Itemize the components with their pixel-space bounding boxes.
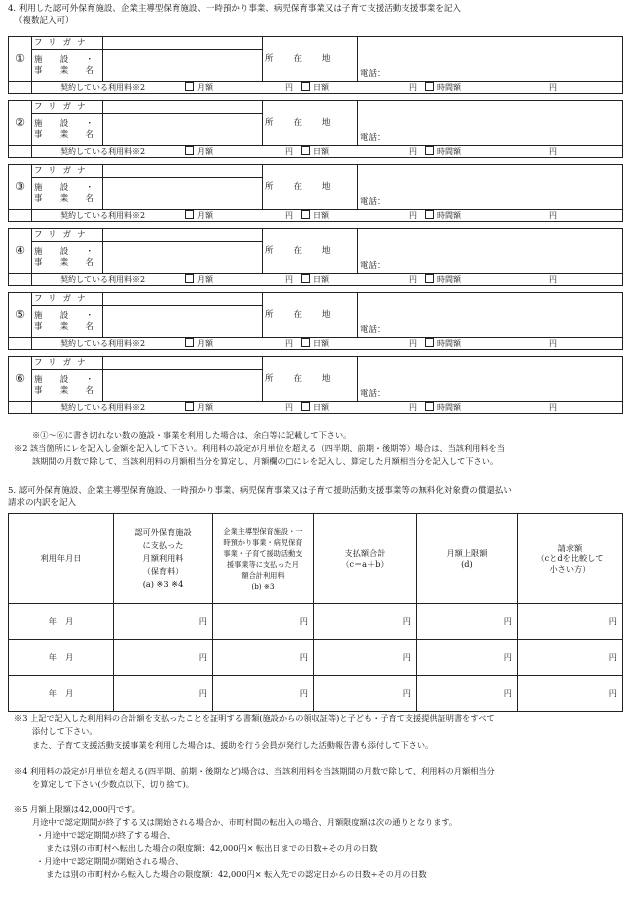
tel-label: 電話： [360, 197, 386, 208]
daily-checkbox[interactable] [301, 402, 310, 411]
note-3-line2: 添付して下さい。 [32, 726, 98, 736]
note-5-line2: 月途中で認定期間が終了する又は開始される場合か、市町村間の転出入の場合、月額限度額は次の通りとなります。 [32, 817, 458, 827]
cell-d[interactable]: 円 [416, 604, 517, 640]
facility-table [8, 228, 623, 286]
row-month[interactable]: 年 月 [9, 640, 114, 676]
col-date-header: 利用年月日 [9, 514, 114, 604]
tel-label: 電話： [360, 261, 386, 272]
facility-name-label: 施 設 ・ 事 業 名 [32, 178, 103, 210]
address-label: 所在地 [263, 293, 358, 338]
facility-table [8, 292, 623, 350]
furigana-input[interactable] [103, 229, 263, 242]
furigana-input[interactable] [103, 165, 263, 178]
cell-a[interactable]: 円 [114, 604, 213, 640]
furigana-label: フリガナ [32, 357, 103, 370]
daily-checkbox[interactable] [301, 338, 310, 347]
address-input[interactable] [358, 165, 623, 178]
facility-table [8, 356, 623, 414]
col-e-header: 請求額 （cとdを比較して 小さい方） [517, 514, 622, 604]
table-row [9, 640, 623, 676]
col-d-header: 月額上限額 (d) [416, 514, 517, 604]
address-label: 所在地 [263, 357, 358, 402]
contract-fee-row: 契約している利用料※2 月額 円 日額 円 時間額 円 [32, 146, 623, 158]
daily-option[interactable]: 日額 [295, 338, 409, 349]
facility-number: ③ [9, 165, 32, 210]
contract-fee-row: 契約している利用料※2 月額 円 日額 円 時間額 円 [32, 274, 623, 286]
address-label: 所在地 [263, 165, 358, 210]
hourly-checkbox[interactable] [425, 402, 434, 411]
furigana-input[interactable] [103, 293, 263, 306]
facility-table [8, 36, 623, 94]
facility-name-input[interactable] [103, 370, 263, 402]
note-5-line3: ・月途中で認定期間が終了する場合、 [36, 830, 176, 840]
hourly-option[interactable]: 時間額 [419, 402, 549, 413]
facility-number: ① [9, 37, 32, 82]
hourly-option[interactable]: 時間額 [419, 338, 549, 349]
hourly-checkbox[interactable] [425, 274, 434, 283]
note-5-line6: または別の市町村から転入した場合の限度額：42,000円× 転入先での認定日からの日数÷その月の日数 [46, 869, 427, 879]
furigana-label: フリガナ [32, 293, 103, 306]
furigana-input[interactable] [103, 37, 263, 50]
hourly-checkbox[interactable] [425, 338, 434, 347]
cell-a[interactable]: 円 [114, 676, 213, 712]
facility-number: ④ [9, 229, 32, 274]
hourly-option[interactable]: 時間額 [419, 82, 549, 93]
daily-option[interactable]: 日額 [295, 210, 409, 221]
col-b-header: 企業主導型保育施設・一 時預かり事業・病児保育 事業・子育て援助活動支 援事業等に支払った月 額合計利用料 (b) ※3 [212, 514, 313, 604]
facility-name-input[interactable] [103, 50, 263, 82]
contract-fee-label: 契約している利用料※2 [60, 275, 146, 284]
cell-d[interactable]: 円 [416, 676, 517, 712]
furigana-label: フリガナ [32, 37, 103, 50]
contract-fee-label: 契約している利用料※2 [60, 147, 146, 156]
daily-option[interactable]: 日額 [295, 274, 409, 285]
tel-field[interactable] [358, 178, 623, 210]
facility-name-input[interactable] [103, 114, 263, 146]
hourly-checkbox[interactable] [425, 82, 434, 91]
row-month[interactable]: 年 月 [9, 604, 114, 640]
monthly-checkbox[interactable] [185, 210, 194, 219]
cell-b[interactable]: 円 [212, 676, 313, 712]
monthly-checkbox[interactable] [185, 274, 194, 283]
daily-checkbox[interactable] [301, 274, 310, 283]
monthly-option[interactable]: 月額 [185, 402, 285, 413]
monthly-option[interactable]: 月額 [185, 338, 285, 349]
hourly-option[interactable]: 時間額 [419, 146, 549, 157]
monthly-option[interactable]: 月額 [185, 274, 285, 285]
contract-fee-label: 契約している利用料※2 [60, 211, 146, 220]
facility-number: ⑥ [9, 357, 32, 402]
contract-fee-row: 契約している利用料※2 月額 円 日額 円 時間額 円 [32, 82, 623, 94]
contract-fee-label: 契約している利用料※2 [60, 83, 146, 92]
tel-label: 電話： [360, 133, 386, 144]
tel-field[interactable] [358, 242, 623, 274]
facility-name-input[interactable] [103, 306, 263, 338]
note-2-line2: 該期間の月数で除して、当該利用料の月額相当分を算定し、月額欄の□にレを記入し、算定した月額相当分を記入して下さい。 [32, 456, 499, 466]
tel-label: 電話： [360, 389, 386, 400]
contract-fee-label: 契約している利用料※2 [60, 339, 146, 348]
section4-heading: 4. 利用した認可外保育施設、企業主導型保育施設、一時預かり事業、病児保育事業又は子育て支援活動支援事業を記入 [8, 4, 461, 14]
cell-c[interactable]: 円 [313, 676, 416, 712]
section5-heading-2: 請求の内訳を記入 [8, 498, 77, 508]
facility-number: ⑤ [9, 293, 32, 338]
address-label: 所在地 [263, 101, 358, 146]
monthly-checkbox[interactable] [185, 338, 194, 347]
col-a-header: 認可外保育施設 に支払った 月額利用料 （保育料） (a) ※3 ※4 [114, 514, 213, 604]
note-2-line1: ※2 該当箇所にレを記入し金額を記入して下さい。利用料の設定が月単位を超える（四半期、前期・後期等）場合は、当該利用料を当 [14, 443, 505, 453]
section4-subheading: （複数記入可） [14, 16, 74, 26]
facility-name-label: 施 設 ・ 事 業 名 [32, 50, 103, 82]
note-5-line4: または別の市町村へ転出した場合の限度額：42,000円× 転出日までの日数÷その月の日数 [46, 843, 378, 853]
facility-name-label: 施 設 ・ 事 業 名 [32, 370, 103, 402]
daily-checkbox[interactable] [301, 146, 310, 155]
row-month[interactable]: 年 月 [9, 676, 114, 712]
monthly-option[interactable]: 月額 [185, 146, 285, 157]
hourly-checkbox[interactable] [425, 146, 434, 155]
note-3-line3: また、子育て支援活動支援事業を利用した場合は、援助を行う会員が発行した活動報告書も添付して下さい。 [32, 740, 434, 750]
hourly-checkbox[interactable] [425, 210, 434, 219]
tel-label: 電話： [360, 325, 386, 336]
cell-a[interactable]: 円 [114, 640, 213, 676]
address-input[interactable] [358, 37, 623, 50]
table-row [9, 604, 623, 640]
furigana-label: フリガナ [32, 165, 103, 178]
address-input[interactable] [358, 357, 623, 370]
note-5-line1: ※5 月額上限額は42,000円です。 [14, 804, 140, 814]
facility-table [8, 100, 623, 158]
furigana-label: フリガナ [32, 101, 103, 114]
cell-e[interactable]: 円 [517, 604, 622, 640]
monthly-option[interactable]: 月額 [185, 210, 285, 221]
tel-label: 電話： [360, 69, 386, 80]
note-4-line2: を算定して下さい(少数点以下、切り捨て)。 [32, 779, 194, 789]
tel-field[interactable] [358, 306, 623, 338]
cell-e[interactable]: 円 [517, 640, 622, 676]
contract-fee-row: 契約している利用料※2 月額 円 日額 円 時間額 円 [32, 210, 623, 222]
cell-e[interactable]: 円 [517, 676, 622, 712]
furigana-label: フリガナ [32, 229, 103, 242]
facility-name-label: 施 設 ・ 事 業 名 [32, 306, 103, 338]
daily-option[interactable]: 日額 [295, 402, 409, 413]
facility-number: ② [9, 101, 32, 146]
furigana-input[interactable] [103, 357, 263, 370]
contract-fee-label: 契約している利用料※2 [60, 403, 146, 412]
section5-heading: 5. 認可外保育施設、企業主導型保育施設、一時預かり事業、病児保育事業又は子育て援助活動支援事業等の無料化対象費の償還払い [8, 486, 512, 496]
note-4-line1: ※4 利用料の設定が月単位を超える(四半期、前期・後期など)場合は、当該利用料を当該期間の月数で除して、利用料の月額相当分 [14, 766, 495, 776]
hourly-option[interactable]: 時間額 [419, 274, 549, 285]
monthly-checkbox[interactable] [185, 82, 194, 91]
address-label: 所在地 [263, 229, 358, 274]
address-label: 所在地 [263, 37, 358, 82]
furigana-input[interactable] [103, 101, 263, 114]
facility-name-label: 施 設 ・ 事 業 名 [32, 242, 103, 274]
hourly-option[interactable]: 時間額 [419, 210, 549, 221]
monthly-option[interactable]: 月額 [185, 82, 285, 93]
tel-field[interactable] [358, 370, 623, 402]
contract-fee-row: 契約している利用料※2 月額 円 日額 円 時間額 円 [32, 338, 623, 350]
daily-checkbox[interactable] [301, 210, 310, 219]
cell-b[interactable]: 円 [212, 640, 313, 676]
facility-name-input[interactable] [103, 242, 263, 274]
address-input[interactable] [358, 101, 623, 114]
tel-field[interactable] [358, 50, 623, 82]
table-row [9, 676, 623, 712]
daily-checkbox[interactable] [301, 82, 310, 91]
cell-b[interactable]: 円 [212, 604, 313, 640]
daily-option[interactable]: 日額 [295, 82, 409, 93]
note-overflow: ※①～⑥に書き切れない数の施設・事業を利用した場合は、余白等に記載して下さい。 [32, 430, 352, 440]
col-c-header: 支払額合計 （c＝a＋b） [313, 514, 416, 604]
daily-option[interactable]: 日額 [295, 146, 409, 157]
facility-name-input[interactable] [103, 178, 263, 210]
facility-table [8, 164, 623, 222]
address-input[interactable] [358, 293, 623, 306]
facility-name-label: 施 設 ・ 事 業 名 [32, 114, 103, 146]
contract-fee-row: 契約している利用料※2 月額 円 日額 円 時間額 円 [32, 402, 623, 414]
cell-c[interactable]: 円 [313, 604, 416, 640]
note-5-line5: ・月途中で認定期間が開始される場合、 [36, 856, 184, 866]
monthly-checkbox[interactable] [185, 146, 194, 155]
tel-field[interactable] [358, 114, 623, 146]
reimbursement-table [8, 513, 623, 712]
cell-c[interactable]: 円 [313, 640, 416, 676]
address-input[interactable] [358, 229, 623, 242]
note-3-line1: ※3 上記で記入した利用料の合計額を支払ったことを証明する書類(施設からの領収証等)と子ども・子育て支援提供証明書をすべて [14, 713, 495, 723]
cell-d[interactable]: 円 [416, 640, 517, 676]
monthly-checkbox[interactable] [185, 402, 194, 411]
